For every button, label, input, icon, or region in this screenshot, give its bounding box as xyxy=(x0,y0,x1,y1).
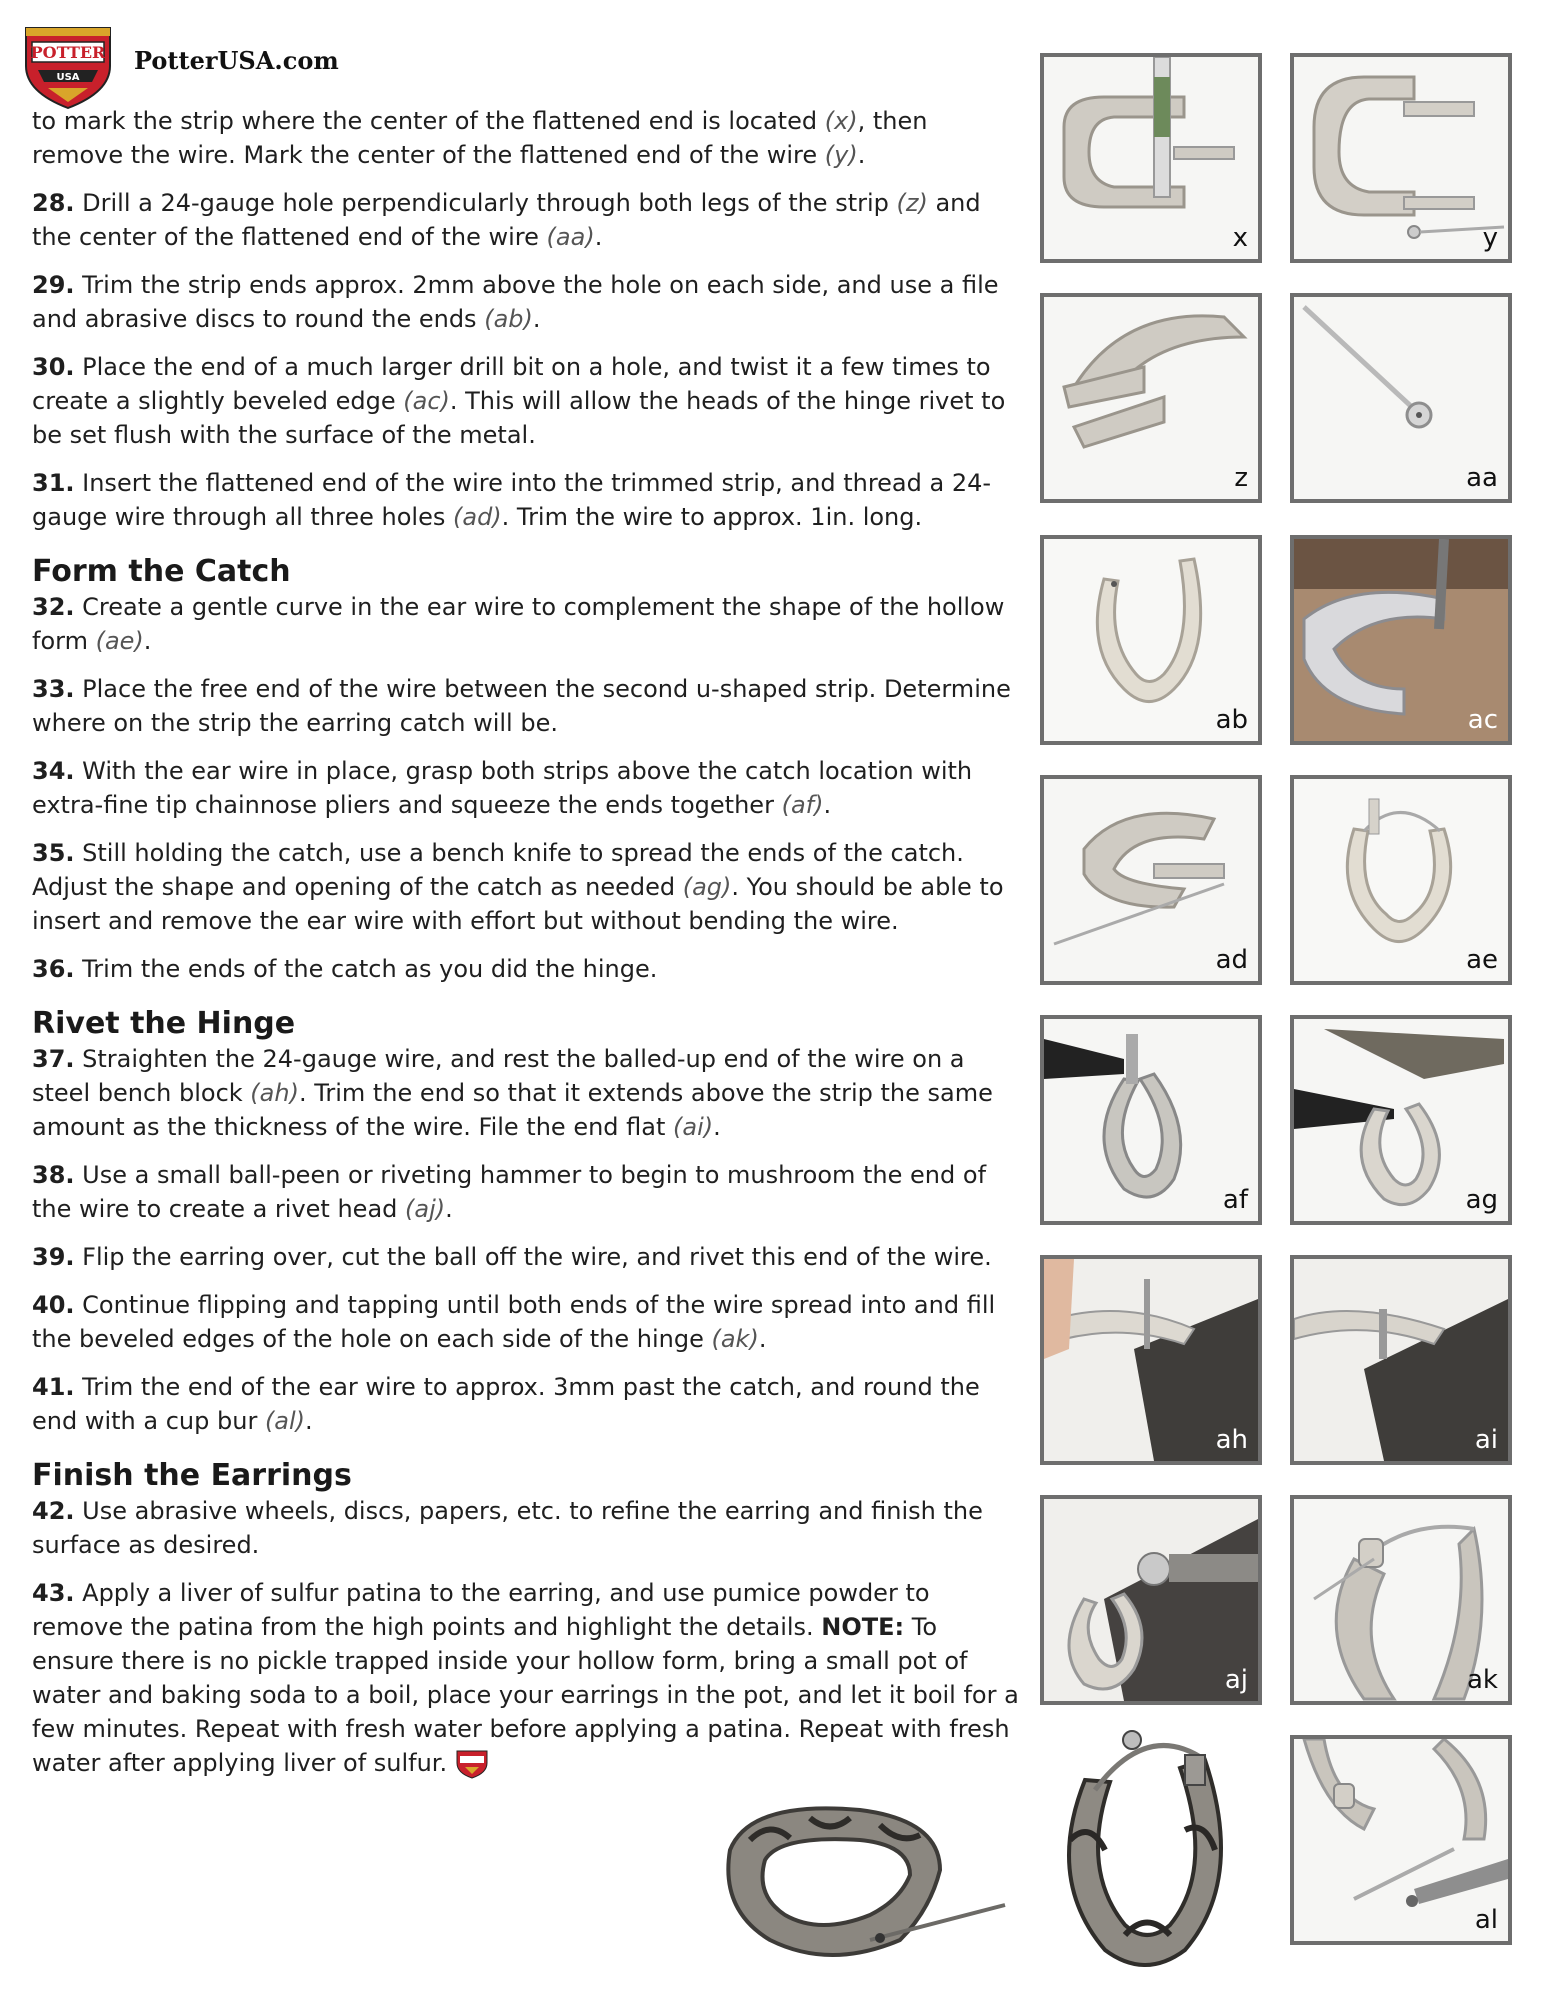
photo-label-ad: ad xyxy=(1215,945,1248,975)
photo-ad xyxy=(1040,775,1262,985)
photo-ag xyxy=(1290,1015,1512,1225)
step-39: 39. Flip the earring over, cut the ball off the wire, and rivet this end of the wire. xyxy=(32,1243,992,1271)
photo-ah xyxy=(1040,1255,1262,1465)
photo-ac xyxy=(1290,535,1512,745)
step-42: 42. Use abrasive wheels, discs, papers, etc. to refine the earring and finish the surface as desired. xyxy=(32,1497,983,1559)
photo-ab xyxy=(1040,535,1262,745)
section-form-the-catch: Form the Catch xyxy=(32,554,291,589)
photo-z xyxy=(1040,293,1262,503)
svg-text:USA: USA xyxy=(56,72,80,83)
finished-earring-side-photo xyxy=(710,1790,1010,1980)
step-28: 28. Drill a 24-gauge hole perpendicularly through both legs of the strip (z) and the center of the flattened end of the wire (aa). xyxy=(32,189,981,251)
finished-earring-front-photo xyxy=(1035,1720,1265,1980)
photo-label-y: y xyxy=(1482,223,1498,253)
photo-af xyxy=(1040,1015,1262,1225)
photo-x xyxy=(1040,53,1262,263)
photo-label-ae: ae xyxy=(1466,945,1498,975)
photo-al xyxy=(1290,1735,1512,1945)
step-37: 37. Straighten the 24-gauge wire, and rest the balled-up end of the wire on a steel bench block (ah). Trim the end so that it extends above the strip the same amount as the thickness of the wire. File the end flat (ai). xyxy=(32,1045,993,1141)
step-35: 35. Still holding the catch, use a bench knife to spread the ends of the catch. Adjust the shape and opening of the catch as needed (ag). You should be able to insert and remove the ear wire with effort but without bending the wire. xyxy=(32,839,1004,935)
photo-aa xyxy=(1290,293,1512,503)
photo-label-ab: ab xyxy=(1215,705,1248,735)
site-name: PotterUSA.com xyxy=(134,45,339,75)
photo-aj xyxy=(1040,1495,1262,1705)
instructions-text xyxy=(32,104,1022,1794)
photo-label-ag: ag xyxy=(1465,1185,1498,1215)
section-rivet-the-hinge: Rivet the Hinge xyxy=(32,1006,296,1041)
photo-label-af: af xyxy=(1222,1185,1248,1215)
step-29: 29. Trim the strip ends approx. 2mm above the hole on each side, and use a file and abrasive discs to round the ends (ab). xyxy=(32,271,999,333)
photo-label-aj: aj xyxy=(1224,1665,1248,1695)
step-40: 40. Continue flipping and tapping until both ends of the wire spread into and fill the beveled edges of the hole on each side of the hinge (ak). xyxy=(32,1291,996,1353)
step-32: 32. Create a gentle curve in the ear wire to complement the shape of the hollow form (ae). xyxy=(32,593,1005,655)
potter-usa-mini-logo xyxy=(453,1749,491,1779)
photo-label-z: z xyxy=(1234,463,1248,493)
photo-ak xyxy=(1290,1495,1512,1705)
step-30: 30. Place the end of a much larger drill bit on a hole, and twist it a few times to create a slightly beveled edge (ac). This will allow the heads of the hinge rivet to be set flush with the surface of the metal. xyxy=(32,353,1006,449)
step-31: 31. Insert the flattened end of the wire into the trimmed strip, and thread a 24-gauge wire through all three holes (ad). Trim the wire to approx. 1in. long. xyxy=(32,469,992,531)
photo-ai xyxy=(1290,1255,1512,1465)
photo-label-ai: ai xyxy=(1474,1425,1498,1455)
step-34: 34. With the ear wire in place, grasp both strips above the catch location with extra-fine tip chainnose pliers and squeeze the ends together (af). xyxy=(32,757,973,819)
photo-label-ac: ac xyxy=(1467,705,1498,735)
page-header xyxy=(18,22,339,112)
photo-label-al: al xyxy=(1474,1905,1498,1935)
photo-y xyxy=(1290,53,1512,263)
step-33: 33. Place the free end of the wire between the second u-shaped strip. Determine where on the strip the earring catch will be. xyxy=(32,675,1011,737)
step-38: 38. Use a small ball-peen or riveting hammer to begin to mushroom the end of the wire to create a rivet head (aj). xyxy=(32,1161,987,1223)
section-finish-the-earrings: Finish the Earrings xyxy=(32,1458,352,1493)
step-41: 41. Trim the end of the ear wire to approx. 3mm past the catch, and round the end with a cup bur (al). xyxy=(32,1373,980,1435)
photo-label-ak: ak xyxy=(1467,1665,1498,1695)
photo-label-x: x xyxy=(1232,223,1248,253)
intro-paragraph: to mark the strip where the center of the flattened end is located (x), then remove the wire. Mark the center of the flattened end of the wire (y). xyxy=(32,107,928,169)
step-36: 36. Trim the ends of the catch as you did the hinge. xyxy=(32,955,658,983)
step-43: 43. Apply a liver of sulfur patina to the earring, and use pumice powder to remove the patina from the high points and highlight the details. NOTE: To ensure there is no pickle trapped inside your hollow form, bring a small pot of water and baking soda to a boil, place your earrings in the pot, and let it boil for a few minutes. Repeat with fresh water before applying a patina. Repeat with fresh water after applying liver of sulfur. xyxy=(32,1579,1019,1777)
photo-label-aa: aa xyxy=(1466,463,1498,493)
photo-ae xyxy=(1290,775,1512,985)
potter-usa-logo xyxy=(18,22,118,112)
photo-label-ah: ah xyxy=(1215,1425,1248,1455)
svg-text:POTTER: POTTER xyxy=(30,43,106,62)
